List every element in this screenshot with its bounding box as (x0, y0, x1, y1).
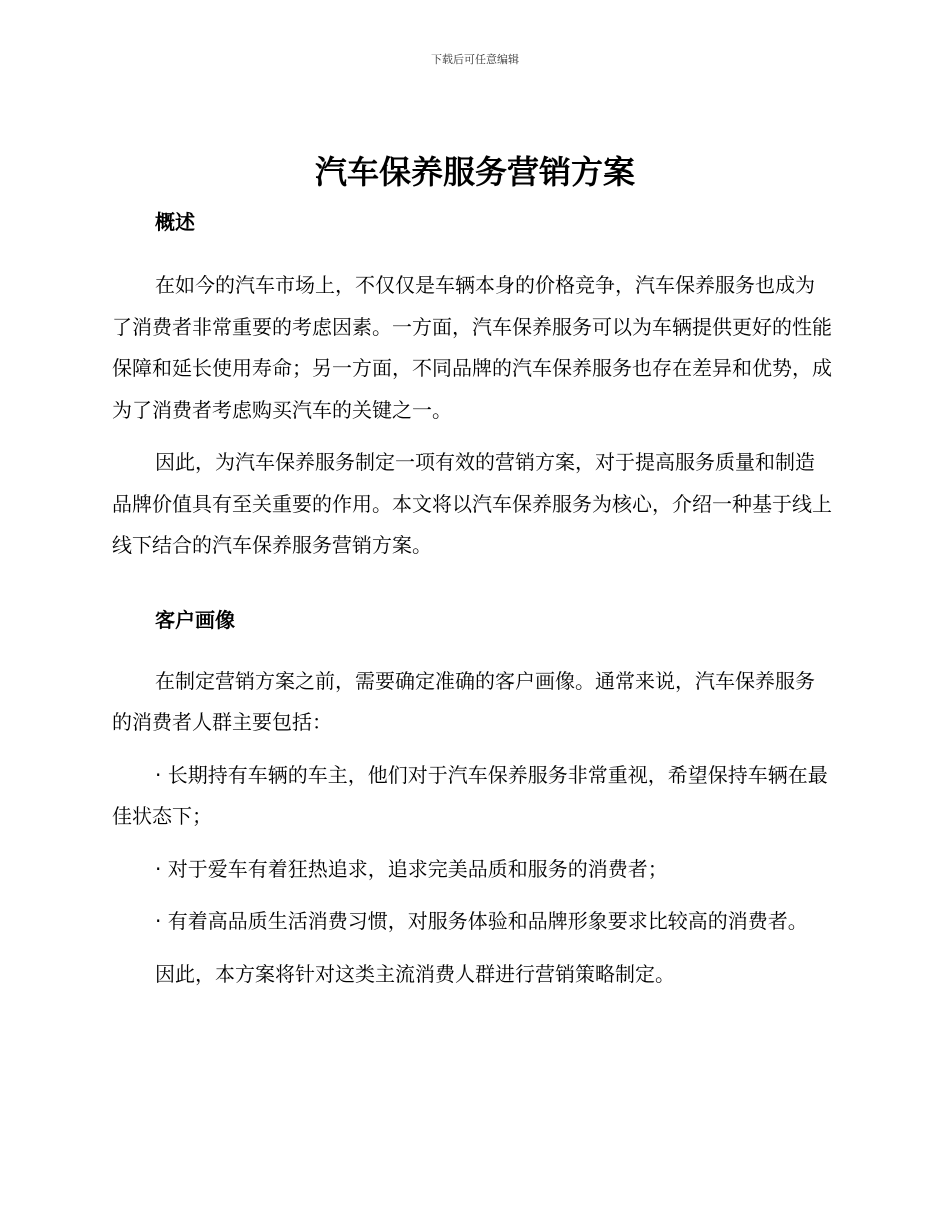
paragraph: 在如今的汽车市场上，不仅仅是车辆本身的价格竞争，汽车保养服务也成为了消费者非常重要的考虑因素。一方面，汽车保养服务可以为车辆提供更好的性能保障和延长使用寿命；另一方面，不同品牌的汽车保养服务也存在差异和优势，成为了消费者考虑购买汽车的关键之一。 (112, 273, 832, 422)
paragraph: 因此，为汽车保养服务制定一项有效的营销方案，对于提高服务质量和制造品牌价值具有至关重要的作用。本文将以汽车保养服务为核心，介绍一种基于线上线下结合的汽车保养服务营销方案。 (112, 450, 832, 557)
bullet-item: · 有着高品质生活消费习惯，对服务体验和品牌形象要求比较高的消费者。 (155, 909, 808, 933)
bullet-item: · 对于爱车有着狂热追求，追求完美品质和服务的消费者； (155, 856, 668, 881)
document-body (112, 203, 832, 995)
paragraph: 在制定营销方案之前，需要确定准确的客户画像。通常来说，汽车保养服务的消费者人群主要包括： (112, 668, 815, 734)
section-heading-customer-profile: 客户画像 (155, 607, 235, 632)
paragraph: 因此，本方案将针对这类主流消费人群进行营销策略制定。 (155, 961, 675, 986)
section-heading-overview: 概述 (155, 210, 195, 234)
page-header-note: 下载后可任意编辑 (431, 53, 519, 66)
bullet-item: · 长期持有车辆的车主，他们对于汽车保养服务非常重视，希望保持车辆在最佳状态下； (112, 762, 828, 828)
document-title: 汽车保养服务营销方案 (314, 153, 635, 191)
